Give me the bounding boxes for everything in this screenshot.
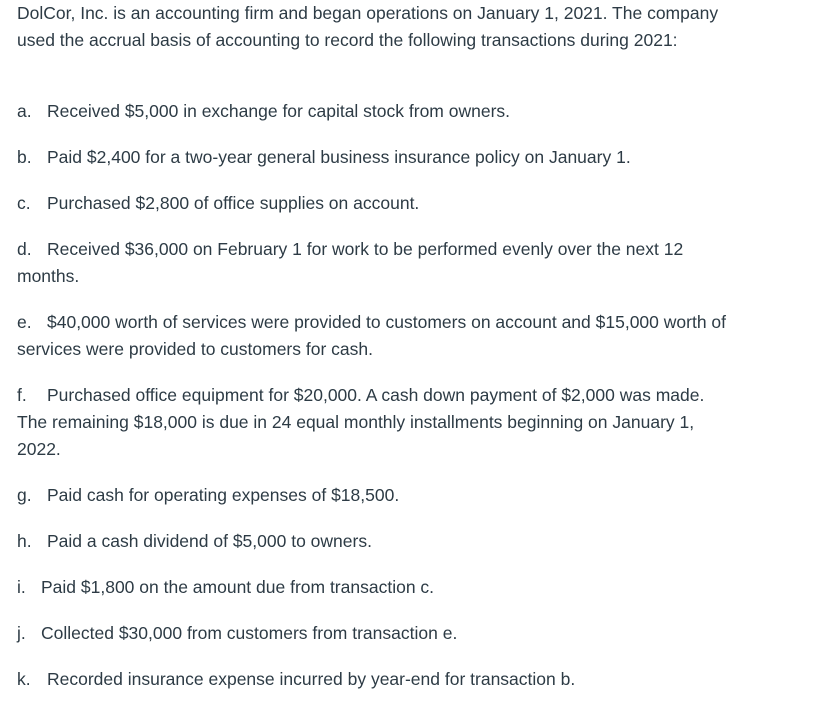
transaction-letter: g. — [17, 485, 32, 505]
transaction-k — [17, 666, 737, 693]
transaction-c — [17, 190, 737, 217]
transaction-letter: c. — [17, 193, 31, 213]
transaction-i — [17, 574, 737, 601]
transaction-letter: e. — [17, 312, 32, 332]
transaction-text: Received $36,000 on February 1 for work to be performed evenly over the next 12 months. — [17, 239, 684, 286]
transaction-text: Received $5,000 in exchange for capital stock from owners. — [47, 101, 511, 121]
transaction-text: Paid cash for operating expenses of $18,500. — [47, 485, 400, 505]
transaction-text: Recorded insurance expense incurred by year-end for transaction b. — [47, 669, 576, 689]
transaction-g — [17, 482, 737, 509]
transaction-b — [17, 144, 737, 171]
transaction-text: Purchased office equipment for $20,000. A cash down payment of $2,000 was made. The remaining $18,000 is due in 24 equal monthly installments beginning on January 1, 2022. — [17, 385, 705, 459]
transaction-letter: f. — [17, 385, 27, 405]
transaction-text: Collected $30,000 from customers from transaction e. — [41, 623, 458, 643]
transaction-text: Paid $1,800 on the amount due from transaction c. — [41, 577, 435, 597]
transaction-letter: h. — [17, 531, 32, 551]
transaction-letter: k. — [17, 669, 31, 689]
transaction-d — [17, 236, 737, 290]
transaction-f — [17, 382, 737, 463]
transaction-text: Purchased $2,800 of office supplies on account. — [47, 193, 420, 213]
transaction-letter: i. — [17, 577, 26, 597]
transaction-a — [17, 98, 737, 125]
transaction-text: Paid $2,400 for a two-year general business insurance policy on January 1. — [47, 147, 631, 167]
transaction-letter: b. — [17, 147, 32, 167]
intro-paragraph: DolCor, Inc. is an accounting firm and began operations on January 1, 2021. The company used the accrual basis of accounting to record the following transactions during 2021: — [17, 3, 719, 50]
transaction-letter: d. — [17, 239, 32, 259]
transaction-text: Paid a cash dividend of $5,000 to owners. — [47, 531, 372, 551]
transaction-h — [17, 528, 737, 555]
transaction-text: $40,000 worth of services were provided to customers on account and $15,000 worth of services were provided to customers for cash. — [17, 312, 727, 359]
transaction-j — [17, 620, 737, 647]
transaction-e — [17, 309, 737, 363]
transaction-letter: j. — [17, 623, 26, 643]
transaction-letter: a. — [17, 101, 32, 121]
